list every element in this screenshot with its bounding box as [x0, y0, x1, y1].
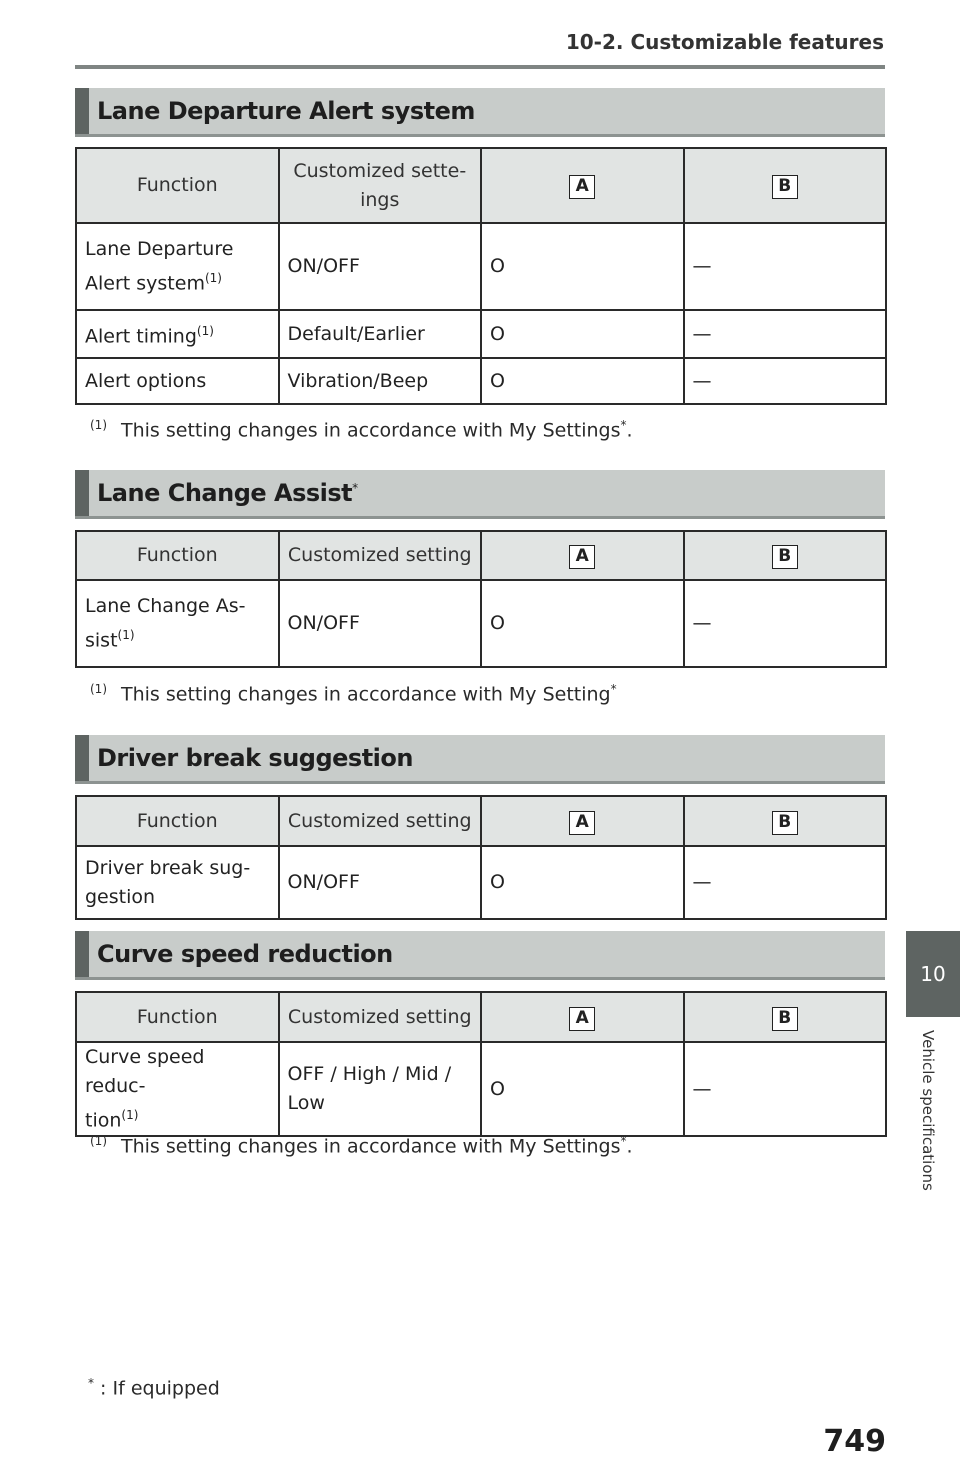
- setting-cell: Default/Earlier: [279, 310, 482, 358]
- value-a-cell: O: [481, 846, 684, 919]
- section-accent: [75, 735, 89, 781]
- value-b-cell: —: [684, 1042, 887, 1136]
- column-header-setting: Customized setting: [279, 992, 482, 1042]
- section-header-lane-departure-alert: [75, 88, 885, 137]
- header-rule: [75, 65, 885, 69]
- chapter-side-label: Vehicle specifications: [919, 1030, 937, 1191]
- function-cell: Driver break sug- gestion: [76, 846, 279, 919]
- value-a-cell: O: [481, 310, 684, 358]
- column-header-setting: Customized setting: [279, 796, 482, 846]
- lane-change-assist-table: [75, 530, 887, 668]
- letter-b-box: B: [772, 545, 798, 569]
- function-cell: Curve speed reduc- tion$^{(1)}$: [76, 1042, 279, 1136]
- table-row: [76, 846, 886, 919]
- setting-cell: OFF / High / Mid / Low: [279, 1042, 482, 1136]
- column-header-a: [481, 796, 684, 846]
- section-header-lane-change-assist: [75, 470, 885, 519]
- section-title: Lane Change Assist*: [97, 479, 358, 507]
- table-header-row: [76, 531, 886, 580]
- column-header-setting: Customized sette- ings: [279, 148, 482, 223]
- column-header-b: [684, 148, 887, 223]
- letter-b-box: B: [772, 811, 798, 835]
- function-cell: Alert timing$^{(1)}$: [76, 310, 279, 358]
- column-header-function: Function: [76, 992, 279, 1042]
- footnote: $^{(1)}$ This setting changes in accordance with My Settings*.: [90, 418, 633, 442]
- value-b-cell: —: [684, 310, 887, 358]
- table-header-row: [76, 148, 886, 223]
- column-header-b: [684, 531, 887, 580]
- setting-cell: ON/OFF: [279, 580, 482, 667]
- table-header-row: [76, 796, 886, 846]
- value-a-cell: O: [481, 580, 684, 667]
- column-header-a: [481, 992, 684, 1042]
- letter-a-box: A: [569, 811, 595, 835]
- function-cell: Lane Departure Alert system$^{(1)}$: [76, 223, 279, 310]
- column-header-function: Function: [76, 531, 279, 580]
- table-header-row: [76, 992, 886, 1042]
- table-row: [76, 358, 886, 404]
- footnote: $^{(1)}$ This setting changes in accordance with My Setting*: [90, 682, 617, 706]
- letter-a-box: A: [569, 175, 595, 199]
- section-header-driver-break-suggestion: [75, 735, 885, 784]
- setting-cell: ON/OFF: [279, 846, 482, 919]
- column-header-a: [481, 148, 684, 223]
- driver-break-suggestion-table: [75, 795, 887, 920]
- setting-cell: ON/OFF: [279, 223, 482, 310]
- function-cell: Alert options: [76, 358, 279, 404]
- column-header-function: Function: [76, 148, 279, 223]
- table-row: [76, 310, 886, 358]
- chapter-title: 10-2. Customizable features: [565, 30, 884, 54]
- section-accent: [75, 88, 89, 134]
- column-header-setting: Customized setting: [279, 531, 482, 580]
- column-header-a: [481, 531, 684, 580]
- section-title: Driver break suggestion: [97, 744, 413, 772]
- value-a-cell: O: [481, 1042, 684, 1136]
- value-b-cell: —: [684, 846, 887, 919]
- section-accent: [75, 470, 89, 516]
- letter-a-box: A: [569, 1007, 595, 1031]
- value-a-cell: O: [481, 223, 684, 310]
- setting-cell: Vibration/Beep: [279, 358, 482, 404]
- value-b-cell: —: [684, 223, 887, 310]
- section-title: Curve speed reduction: [97, 940, 393, 968]
- lane-departure-alert-table: [75, 147, 887, 405]
- table-row: [76, 223, 886, 310]
- value-b-cell: —: [684, 358, 887, 404]
- curve-speed-reduction-table: [75, 991, 887, 1137]
- section-header-curve-speed-reduction: [75, 931, 885, 980]
- function-cell: Lane Change As- sist$^{(1)}$: [76, 580, 279, 667]
- table-row: [76, 580, 886, 667]
- equipped-note: * : If equipped: [88, 1376, 220, 1400]
- footnote: $^{(1)}$ This setting changes in accordance with My Settings*.: [90, 1134, 633, 1158]
- value-a-cell: O: [481, 358, 684, 404]
- letter-a-box: A: [569, 545, 595, 569]
- column-header-b: [684, 992, 887, 1042]
- column-header-function: Function: [76, 796, 279, 846]
- section-title: Lane Departure Alert system: [97, 97, 475, 125]
- page-number: 749: [823, 1424, 886, 1459]
- letter-b-box: B: [772, 175, 798, 199]
- column-header-b: [684, 796, 887, 846]
- section-accent: [75, 931, 89, 977]
- table-row: [76, 1042, 886, 1136]
- letter-b-box: B: [772, 1007, 798, 1031]
- chapter-tab: 10: [906, 931, 960, 1017]
- value-b-cell: —: [684, 580, 887, 667]
